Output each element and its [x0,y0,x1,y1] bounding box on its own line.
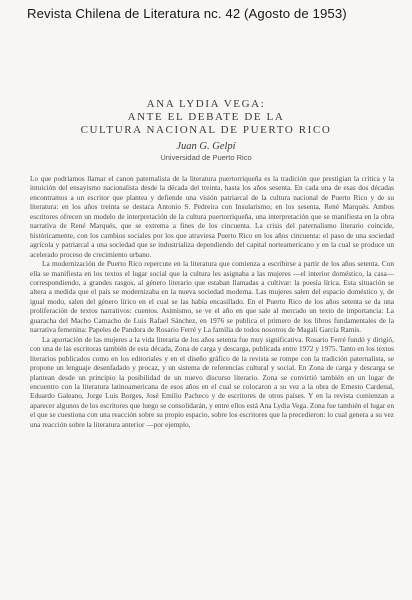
author-name: Juan G. Gelpí [176,141,236,152]
journal-header-stamp: Revista Chilena de Literatura nc. 42 (Agosto de 1953) [27,6,347,21]
body-paragraph-1: Lo que podríamos llamar el canon paternalista de la literatura puertorriqueña es la tradición que prestigian la crítica y la intuición del ensayismo nacionalista desde la década del treinta, hasta los años sesenta. En cada una de esas dos décadas encontramos a un escritor que plantea y defiende una visión patriarcal de la cultura nacional de Puerto Rico y de su literatura: en los años treinta se destaca Antonio S. Pedreira con Insularismo; en los sesenta, René Marqués. Ambos escritores ofrecen un modelo de interpretación de la cultura puertorriqueña, una interpretación que se manifiesta en la obra narrativa de René Marqués, que se extrema a fines de los cincuenta. La crisis del paternalismo literario coincide, históricamente, con los cambios sociales por los que atraviesa Puerto Rico en los años cincuenta: el paso de una sociedad agrícola y patriarcal a una sociedad que se industrializa dependiendo del capital norteamericano y en la cual se produce un acelerado proceso de crecimiento urbano. [30,174,394,259]
article-title [0,98,412,137]
author-affiliation: Universidad de Puerto Rico [160,153,252,162]
article-body [30,174,394,429]
body-paragraph-2: La modernización de Puerto Rico repercute en la literatura que comienza a escribirse a partir de los años setenta. Con ella se manifiesta en los textos el lugar social que la cultura les asignaba a las mujeres —el interior doméstico, la casa— correspondiendo, a grandes rasgos, al género literario que estaban llamadas a cultivar: la poesía lírica. Esta situación se altera a medida que el país se modernizaba en la nueva sociedad moderna. Las mujeres salen del espacio doméstico y, de igual modo, salen del género lírico en el cual se las había encasillado. En el Puerto Rico de los años setenta se da una proliferación de textos narrativos: cuentos. Asimismo, se ve el año en que sale al mercado un texto de importancia: La guaracha del Macho Camacho de Luis Rafael Sánchez, en 1976 se publica el primero de los libros fundamentales de la narrativa femenina: Papeles de Pandora de Rosario Ferré y La familia de todos nosotros de Magali García Ramis. [30,259,394,335]
title-line-3: CULTURA NACIONAL DE PUERTO RICO [80,124,332,136]
body-paragraph-3: La aportación de las mujeres a la vida literaria de los años setenta fue muy significativa. Rosario Ferré fundó y dirigió, con una de las escritoras también de esta década, Zona de carga y descarga, publicada entre 1972 y 1975. Tanto en los textos literarios publicados como en los editoriales y en el diseño gráfico de la revista se rompe con la tradición paternalista, se propone un lenguaje desenfadado y procaz, y un sistema de referencias cultural y social. En Zona de carga y descarga se plantean desde un principio la posibilidad de un nuevo discurso literario. Zona se convirtió también en un lugar de encuentro con la literatura latinoamericana de esos años en el cual se colocaron a su vez a la obra de Ernesto Cardenal, Eduardo Galeano, Jorge Luis Borges, José Emilio Pacheco y de escritores de otros países. Y en la revista comienzan a aparecer algunos de los escritores que luego se consolidarán, y entre ellos está Ana Lydia Vega. Zona fue también el lugar en el que se cuestiona con una reacción sobre su propio espacio, sobre los escritores que la precedieron: lo cual genera a su vez una reacción sobre la literatura anterior —por ejemplo, [30,334,394,429]
title-line-1: ANA LYDIA VEGA: [146,98,266,110]
title-line-2: ANTE EL DEBATE DE LA [127,111,285,123]
